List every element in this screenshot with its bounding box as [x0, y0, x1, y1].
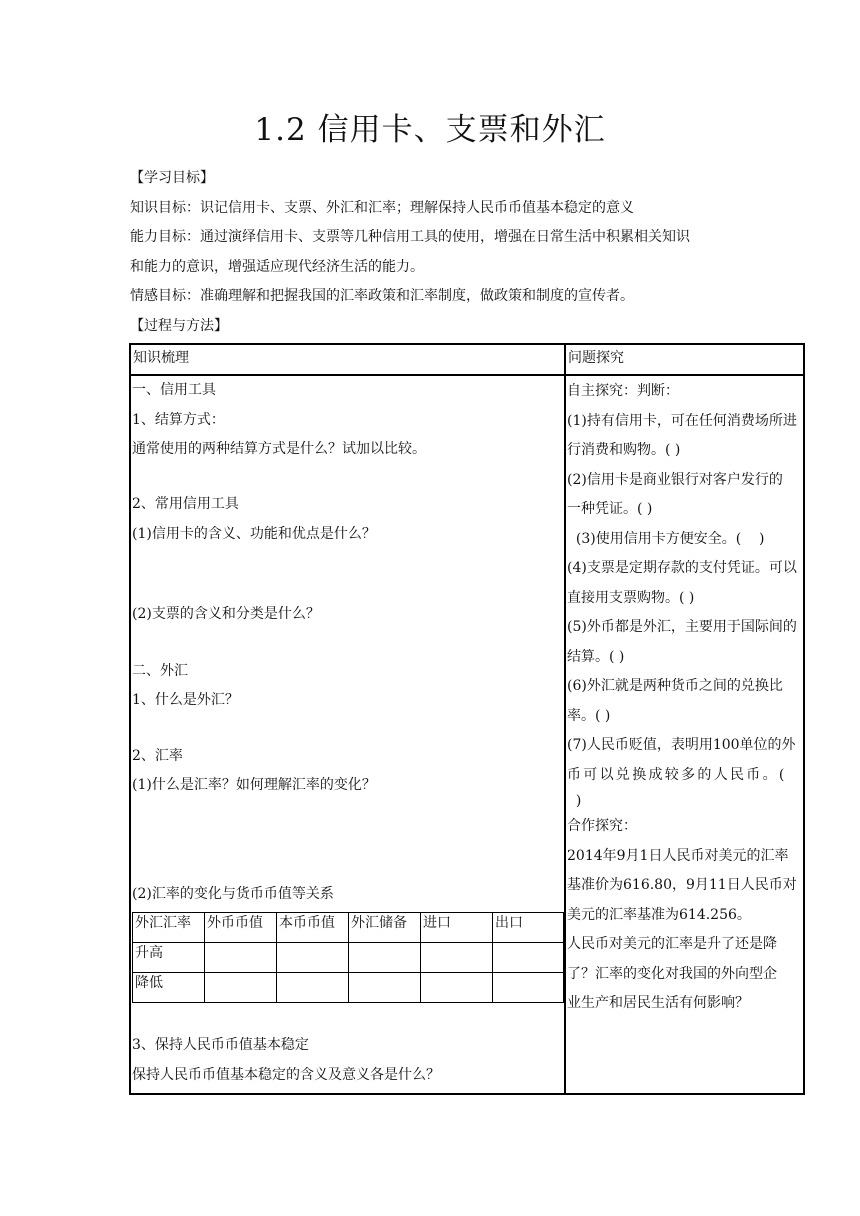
- table-cell: [349, 943, 421, 973]
- table-header-cell: 出口: [493, 913, 564, 943]
- section-forex: 二、外汇: [132, 663, 188, 679]
- case-question-line: 了？汇率的变化对我国的外向型企: [567, 965, 777, 982]
- judgment-line: 一种凭证。( ): [567, 501, 653, 517]
- judgment-line: (4)支票是定期存款的支付凭证。可以: [567, 560, 797, 576]
- judgment-line: (3)使用信用卡方便安全。( ): [567, 530, 765, 547]
- header-inquiry: 问题探究: [568, 350, 624, 366]
- table-cell: [421, 943, 493, 973]
- settlement-heading: 1、结算方式：: [132, 412, 225, 428]
- table-cell: [277, 943, 349, 973]
- table-row: [133, 973, 564, 1003]
- case-line: 美元的汇率基准为614.256。: [567, 906, 751, 923]
- case-line: 基准价为616.80，9月11日人民币对: [567, 877, 797, 893]
- case-question-line: 业生产和居民生活有何影响？: [567, 995, 749, 1011]
- judgment-line: 币可以兑换成较多的人民币。(: [567, 766, 787, 783]
- main-table: [129, 343, 805, 1095]
- judgment-line: 结算。( ): [567, 648, 625, 665]
- judgment-line: (1)持有信用卡，可在任何消费场所进: [567, 412, 797, 429]
- knowledge-goal: 知识目标：识记信用卡、支票、外汇和汇率；理解保持人民币币值基本稳定的意义: [130, 199, 634, 216]
- stability-question: 保持人民币币值基本稳定的含义及意义各是什么？: [132, 1067, 440, 1083]
- table-cell: 降低: [133, 973, 205, 1003]
- table-cell: [421, 973, 493, 1003]
- table-cell: [493, 943, 564, 973]
- forex-question: 1、什么是外汇？: [132, 692, 239, 708]
- case-question-line: 人民币对美元的汇率是升了还是降: [567, 936, 777, 952]
- page-title: 1.2 信用卡、支票和外汇: [254, 112, 606, 148]
- table-header-cell: 进口: [421, 913, 493, 943]
- process-method-heading: 【过程与方法】: [130, 317, 228, 334]
- exchange-rate-question: (1)什么是汇率？如何理解汇率的变化？: [132, 777, 376, 793]
- table-header-cell: 本币币值: [277, 913, 349, 943]
- judgment-line: ): [567, 793, 582, 809]
- judgment-line: 行消费和购物。( ): [567, 442, 681, 458]
- table-cell: [205, 943, 277, 973]
- judgment-line: 直接用支票购物。( ): [567, 589, 695, 606]
- table-header-cell: 外汇汇率: [133, 913, 205, 943]
- judgment-line: 率。( ): [567, 707, 611, 724]
- judgment-line: (7)人民币贬值，表明用100单位的外: [567, 737, 796, 753]
- exchange-rate-heading: 2、汇率: [132, 748, 183, 764]
- table-row: [133, 943, 564, 973]
- table-cell: [349, 973, 421, 1003]
- judgment-line: (5)外币都是外汇，主要用于国际间的: [567, 619, 797, 635]
- common-tools-heading: 2、常用信用工具: [132, 496, 239, 512]
- table-cell: [277, 973, 349, 1003]
- table-cell: 升高: [133, 943, 205, 973]
- table-header-cell: 外币币值: [205, 913, 277, 943]
- intro-section: [130, 164, 770, 341]
- table-cell: [493, 973, 564, 1003]
- table-header-cell: 外汇储备: [349, 913, 421, 943]
- stability-heading: 3、保持人民币币值基本稳定: [132, 1037, 309, 1053]
- table-header-row: [133, 913, 564, 943]
- section-credit-tools: 一、信用工具: [132, 382, 216, 398]
- ability-goal-cont: 和能力的意识，增强适应现代经济生活的能力。: [130, 258, 424, 275]
- header-divider: [131, 374, 803, 376]
- column-divider: [564, 345, 566, 1093]
- self-inquiry-heading: 自主探究：判断：: [567, 383, 679, 399]
- table-cell: [205, 973, 277, 1003]
- emotion-goal: 情感目标：准确理解和把握我国的汇率政策和汇率制度，做政策和制度的宣传者。: [130, 288, 634, 304]
- judgment-line: (6)外汇就是两种货币之间的兑换比: [567, 678, 783, 694]
- settlement-question: 通常使用的两种结算方式是什么？试加以比较。: [132, 441, 426, 457]
- ability-goal: 能力目标：通过演绎信用卡、支票等几种信用工具的使用，增强在日常生活中积累相关知识: [130, 229, 690, 245]
- header-knowledge: 知识梳理: [133, 350, 189, 366]
- inquiry-column: [567, 377, 803, 1019]
- cheque-question: (2)支票的含义和分类是什么？: [132, 606, 320, 622]
- cooperative-inquiry-heading: 合作探究：: [567, 818, 637, 834]
- case-line: 2014年9月1日人民币对美元的汇率: [567, 847, 789, 864]
- rate-relation-question: (2)汇率的变化与货币币值等关系: [132, 886, 334, 902]
- credit-card-question: (1)信用卡的含义、功能和优点是什么？: [132, 526, 376, 542]
- learning-goals-heading: 【学习目标】: [130, 170, 214, 186]
- exchange-rate-table: [132, 912, 564, 1003]
- judgment-line: (2)信用卡是商业银行对客户发行的: [567, 471, 783, 488]
